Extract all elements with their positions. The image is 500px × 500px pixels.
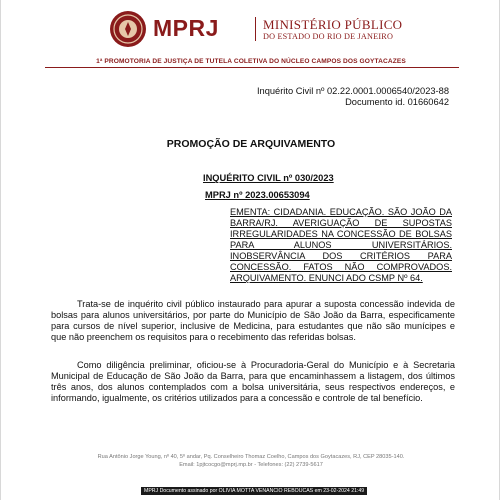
unit-name: 1ª PROMOTORIA DE JUSTIÇA DE TUTELA COLETIVA DO NÚCLEO CAMPOS DOS GOYTACAZES [96,58,406,65]
ementa-block: EMENTA: CIDADANIA. EDUCAÇÃO. SÃO JOÃO DA BARRA/RJ. AVERIGUAÇÃO DE SUPOSTAS IRREGULARIDADES NA CONCESSÃO DE BOLSAS PARA ALUNOS UNIVERSITÁRIOS. INOBSERVÂNCIA DOS CRITÉRIOS PARA CONCESSÃO. FATOS NÃO COMPROVADOS. ARQUIVAMENTO. ENUNCI ADO CSMP Nº 64. [230,207,452,283]
org-name: MINISTÉRIO PÚBLICO [263,17,403,32]
signature-stamp: MPRJ Documento assinado por OLIVIA MOTTA VENANCIO REBOUCAS em 23-02-2024 21:49 [141,487,367,495]
header-rule [45,67,459,68]
body-paragraph-2: Como diligência preliminar, oficiou-se à Procuradoria-Geral do Município e à Secretaria Municipal de Educação de São João da Barra, para que encaminhassem a listagem, dos últimos três anos, dos alunos contemplados com a bolsa universitária, seus respectivos endereços, e informando, igualmente, os critérios utilizados para a concessão e controle de tal benefício. [51,360,455,403]
inquiry-label: INQUÉRITO CIVIL nº 030/2023 [203,173,334,183]
footer-address: Rua Antônio Jorge Young, nº 40, 5º andar, Pq. Conselheiro Thomaz Coelho, Campos dos Goytacazes, RJ, CEP 28035-140. [97,454,405,460]
body-paragraph-1: Trata-se de inquérito civil público instaurado para apurar a suposta concessão indevida de bolsas para alunos universitários, por parte do Município de São João da Barra, especificamente para cursos de nível superior, inclusive de Medicina, para estudantes que não são munícipes e que não preenchem os requisitos para o recebimento das referidas bolsas. [51,299,455,342]
mprj-seal-icon [109,10,147,48]
document-id: Documento id. 01660642 [345,97,449,107]
inquiry-number: Inquérito Civil nº 02.22.0001.0006540/2023-88 [256,86,449,96]
org-subname: DO ESTADO DO RIO DE JANEIRO [263,32,394,41]
org-acronym: MPRJ [153,15,219,41]
mprj-label: MPRJ nº 2023.00653094 [205,190,310,200]
letterhead [1,8,500,50]
header-divider [255,17,256,41]
document-title: PROMOÇÃO DE ARQUIVAMENTO [166,138,336,150]
footer-contact: Email: 1pjtcocgo@mprj.mp.br - Telefones: (22) 2739-5617 [179,462,323,468]
